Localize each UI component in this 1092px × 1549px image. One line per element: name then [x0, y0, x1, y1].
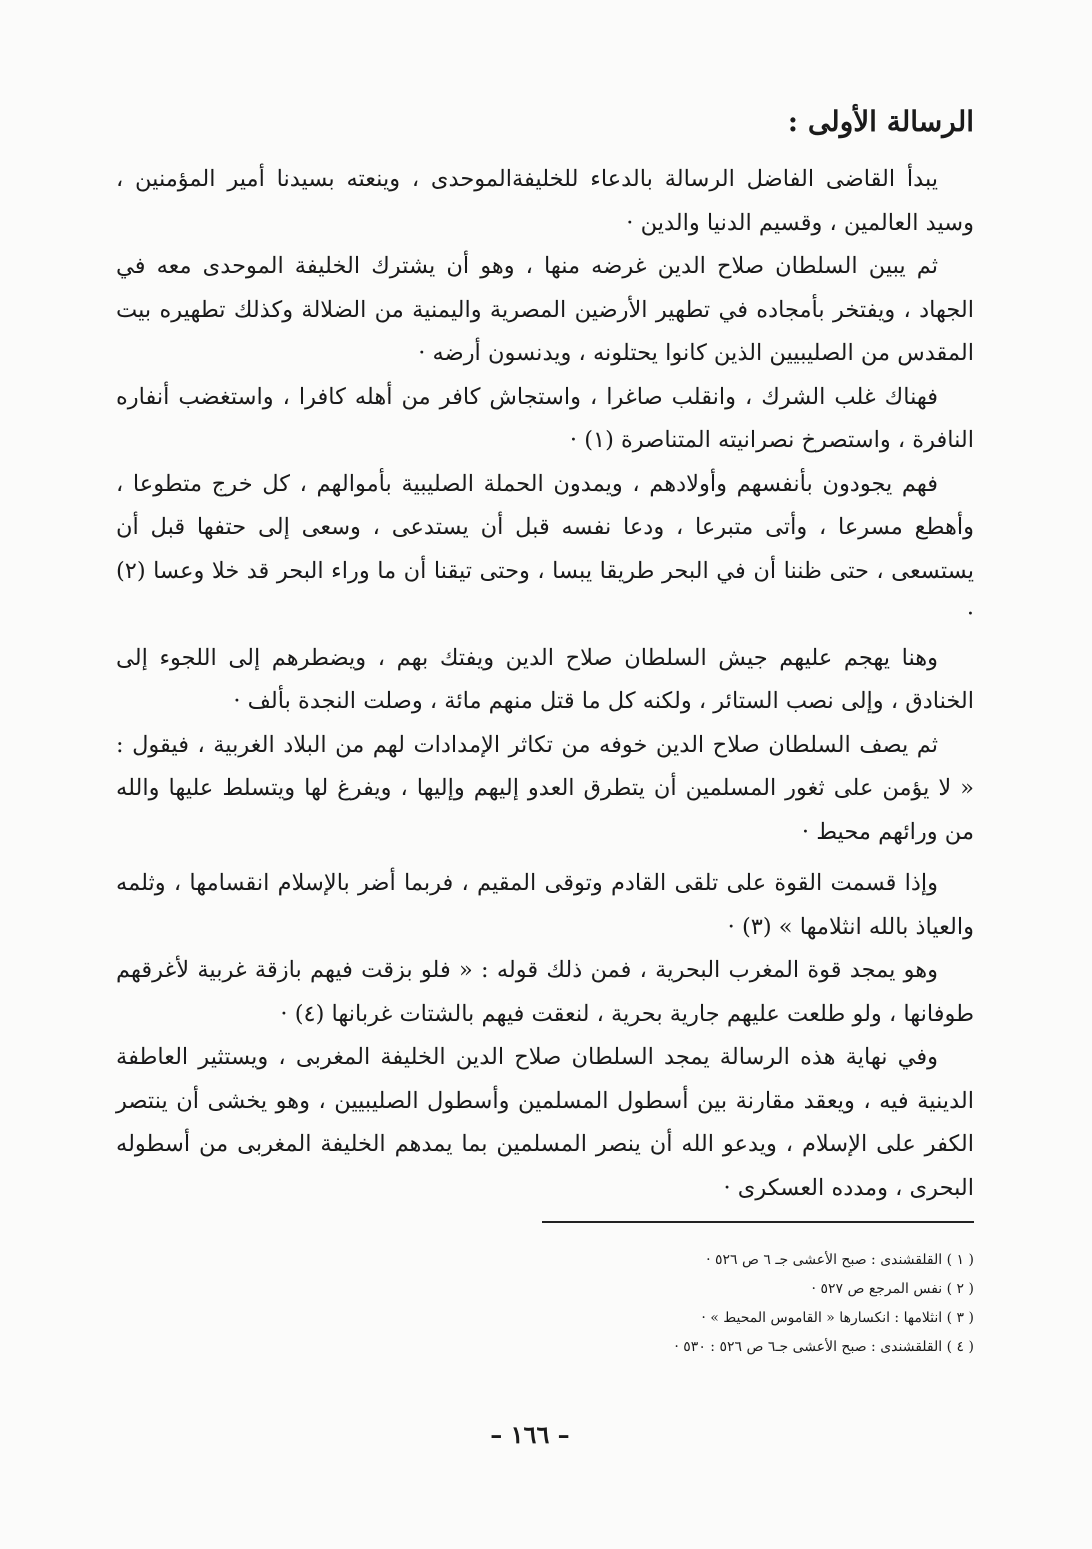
paragraph: يبدأ القاضى الفاضل الرسالة بالدعاء للخليفةالموحدى ، وينعته بسيدنا أمير المؤمنين ، وسيد العالمين ، وقسيم الدنيا والدين ·	[116, 166, 974, 236]
paragraph: ثم يصف السلطان صلاح الدين خوفه من تكاثر الإمدادات لهم من البلاد الغربية ، فيقول : « لا يؤمن على ثغور المسلمين أن يتطرق العدو إليهم وإليها ، ويفرغ لها ويتسلط عليها والله من ورائهم محيط ·	[116, 731, 974, 845]
paragraph: ثم يبين السلطان صلاح الدين غرضه منها ، وهو أن يشترك الخليفة الموحدى معه في الجهاد ، ويفتخر بأمجاده في تطهير الأرضين المصرية واليمنية من الضلالة وكذلك تطهيره بيت المقدس من الصليبيين الذين كانوا يحتلونه ، ويدنسون أرضه ·	[116, 253, 974, 366]
paragraph: وهو يمجد قوة المغرب البحرية ، فمن ذلك قوله : « فلو بزقت فيهم بازقة غربية لأغرقهم طوفانها ، ولو طلعت عليهم جارية بحرية ، لنعقت فيهم بالشتات غربانها (٤) ·	[116, 957, 974, 1027]
footnote-divider	[542, 1221, 974, 1223]
page-number: – ١٦٦ –	[490, 1420, 570, 1449]
footnote: ( ١ ) القلقشندى : صبح الأعشى جـ ٦ ص ٥٢٦ ·	[706, 1252, 974, 1268]
paragraph: فهم يجودون بأنفسهم وأولادهم ، ويمدون الحملة الصليبية بأموالهم ، كل خرج متطوعا ، وأهطع مسرعا ، وأتى متبرعا ، ودعا نفسه قبل أن يستدعى ، وسعى إلى حتفها قبل أن يستسعى ، حتى ظننا أن في البحر طريقا يبسا ، وحتى تيقنا أن ما وراء البحر قد خلا وعسا (٢) ·	[116, 470, 974, 627]
footnotes	[374, 1246, 974, 1362]
paragraph: فهناك غلب الشرك ، وانقلب صاغرا ، واستجاش كافر من أهله كافرا ، واستغضب أنفاره النافرة ، واستصرخ نصرانيته المتناصرة (١) ·	[116, 383, 974, 453]
footnote: ( ٣ ) انثلامها : انكسارها « القاموس المحيط » ·	[701, 1310, 974, 1326]
section-heading: الرسالة الأولى :	[787, 105, 974, 138]
paragraph: وفي نهاية هذه الرسالة يمجد السلطان صلاح الدين الخليفة المغربى ، ويستثير العاطفة الدينية فيه ، ويعقد مقارنة بين أسطول المسلمين وأسطول الصليبيين ، وهو يخشى أن ينتصر الكفر على الإسلام ، ويدعو الله أن ينصر المسلمين بما يمدهم الخليفة المغربى من أسطوله البحرى ، ومدده العسكرى ·	[116, 1044, 974, 1201]
paragraph: وهنا يهجم عليهم جيش السلطان صلاح الدين ويفتك بهم ، ويضطرهم إلى اللجوء إلى الخنادق ، وإلى نصب الستائر ، ولكنه كل ما قتل منهم مائة ، وصلت النجدة بألف ·	[116, 644, 974, 714]
body-text	[116, 158, 974, 1210]
footnote: ( ٢ ) نفس المرجع ص ٥٢٧ ·	[811, 1281, 974, 1297]
footnote: ( ٤ ) القلقشندى : صبح الأعشى جـ٦ ص ٥٢٦ : ٥٣٠ ·	[674, 1339, 974, 1355]
paragraph: وإذا قسمت القوة على تلقى القادم وتوقى المقيم ، فربما أضر بالإسلام انقسامها ، وثلمه والعياذ بالله انثلامها » (٣) ·	[116, 870, 974, 940]
